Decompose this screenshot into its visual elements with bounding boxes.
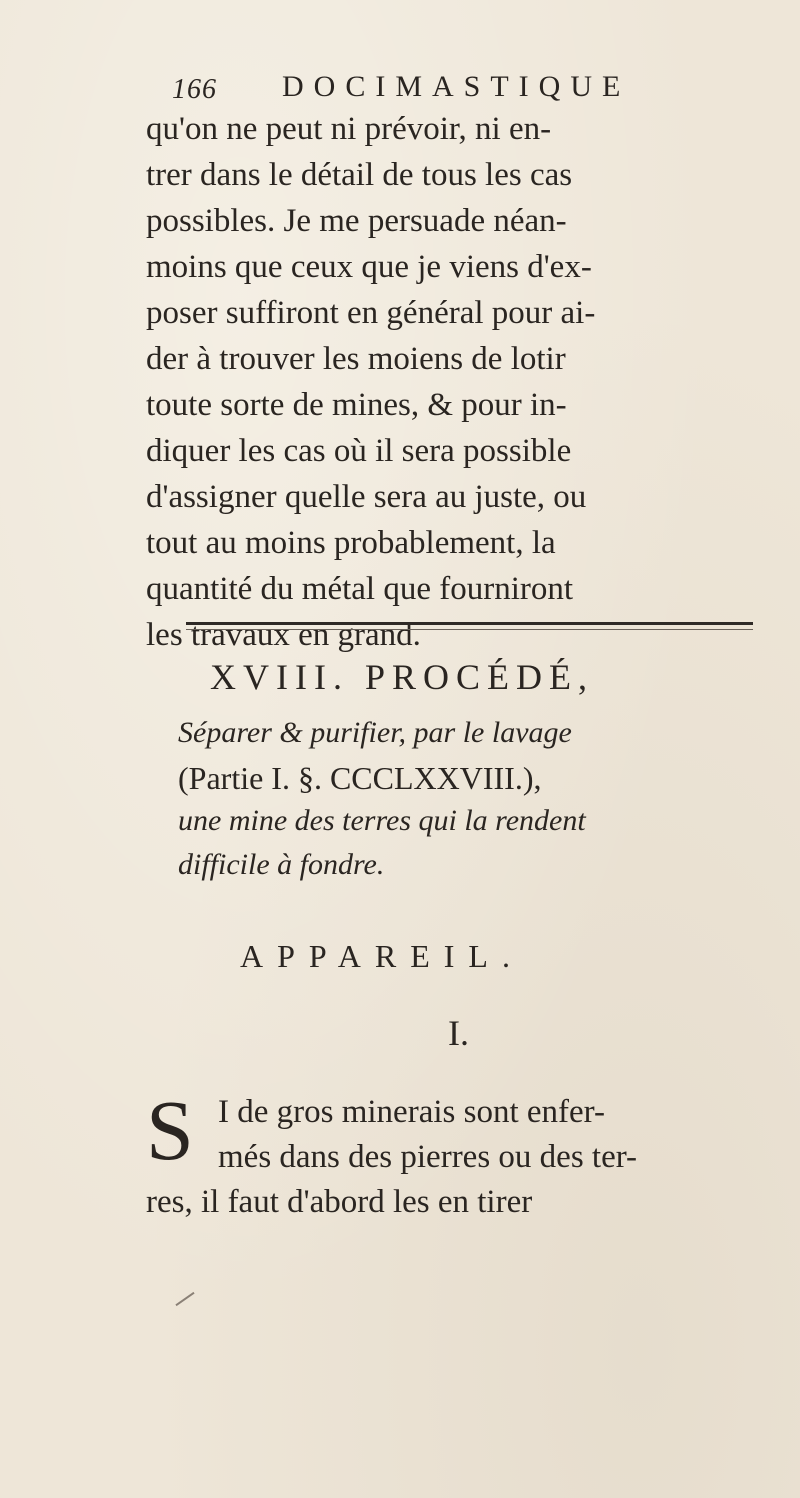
paragraph-2 xyxy=(146,1082,796,1225)
text-line: der à trouver les moiens de lotir xyxy=(146,341,566,377)
subtitle-line: difficile à fondre. xyxy=(178,848,385,881)
section-subtitle xyxy=(178,716,778,892)
apparatus-heading: APPAREIL. xyxy=(240,938,524,974)
text-line: més dans des pierres ou des ter- xyxy=(218,1139,638,1175)
text-line: d'assigner quelle sera au juste, ou xyxy=(146,479,587,515)
text-line: tout au moins probablement, la xyxy=(146,525,556,561)
text-line: poser suffiront en général pour ai- xyxy=(146,295,596,331)
text-line: I de gros minerais sont enfer- xyxy=(218,1094,605,1130)
drop-cap: S xyxy=(146,1082,194,1178)
text-line: diquer les cas où il sera possible xyxy=(146,433,572,469)
text-line: trer dans le détail de tous les cas xyxy=(146,157,573,193)
subsection-numeral: I. xyxy=(448,1013,469,1053)
stray-pen-mark xyxy=(175,1292,194,1306)
text-line: quantité du métal que fourniront xyxy=(146,571,574,607)
page-number: 166 xyxy=(172,74,217,105)
subtitle-line: Séparer & purifier, par le lavage xyxy=(178,716,572,749)
section-divider-rule xyxy=(186,622,753,625)
text-line: qu'on ne peut ni prévoir, ni en- xyxy=(146,111,552,147)
subtitle-line: une mine des terres qui la rendent xyxy=(178,804,586,837)
text-line: moins que ceux que je viens d'ex- xyxy=(146,249,592,285)
text-line: res, il faut d'abord les en tirer xyxy=(146,1184,533,1220)
page-header xyxy=(172,70,692,110)
text-line: possibles. Je me persuade néan- xyxy=(146,203,567,239)
paragraph-1 xyxy=(146,106,796,658)
text-line: toute sorte de mines, & pour in- xyxy=(146,387,567,423)
text-line: les travaux en grand. xyxy=(146,617,421,653)
subtitle-line: (Partie I. §. CCCLXXVIII.), xyxy=(178,760,542,796)
running-head: DOCIMASTIQUE xyxy=(282,70,631,103)
section-heading: XVIII. PROCÉDÉ, xyxy=(210,657,594,697)
